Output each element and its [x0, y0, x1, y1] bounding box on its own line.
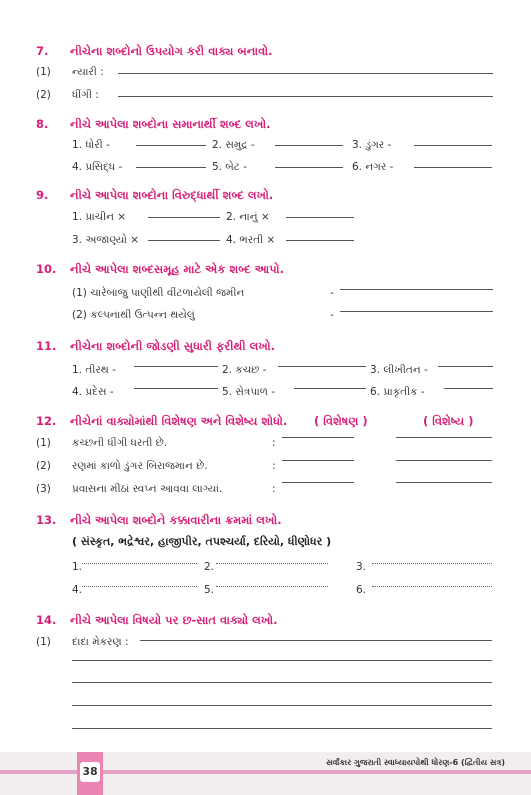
item-label: દાદા મેકરણ : [72, 636, 129, 648]
dash: - [330, 309, 334, 321]
answer-line[interactable] [294, 388, 366, 389]
answer-line[interactable] [278, 366, 366, 367]
item-label: 1. પ્રાચીન × [72, 211, 127, 223]
item-label: 1. ધોરી - [72, 139, 110, 151]
answer-line[interactable] [134, 388, 218, 389]
answer-line[interactable] [72, 682, 492, 683]
question-title: નીચે આપેલા વિષયો પર છ-સાત વાક્યો લખો. [70, 613, 278, 627]
answer-line[interactable] [136, 145, 206, 146]
item-label: 2. નાનું × [226, 211, 270, 223]
page-number: 38 [80, 762, 100, 782]
answer-line[interactable] [82, 586, 197, 587]
page-number-tab [77, 752, 103, 795]
answer-line[interactable] [414, 145, 492, 146]
question-14-heading [36, 613, 278, 629]
colon: : [272, 460, 276, 472]
item-label: 1. તીરથ - [72, 364, 116, 376]
question-number: 11. [36, 339, 57, 353]
answer-line[interactable] [140, 640, 492, 641]
question-12-heading [36, 414, 287, 430]
question-10-heading [36, 262, 284, 278]
answer-line[interactable] [396, 460, 492, 461]
answer-line[interactable] [282, 460, 354, 461]
item-label: 2. કચછ - [222, 364, 267, 376]
answer-line[interactable] [136, 167, 206, 168]
question-9-heading [36, 188, 273, 204]
question-13-heading [36, 513, 282, 529]
item-index: (1) [36, 66, 51, 78]
item-number: 2. [204, 561, 215, 573]
answer-line[interactable] [275, 167, 343, 168]
item-label: 4. ભરતી × [226, 234, 276, 246]
item-label: પ્રવાસના મીઠાં સ્વપ્ન આવવા લાગ્યાં. [72, 483, 223, 495]
colon: : [272, 483, 276, 495]
question-number: 14. [36, 613, 57, 627]
question-number: 7. [36, 44, 49, 58]
question-title: નીચેના શબ્દોનો ઉપયોગ કરી વાક્ય બનાવો. [70, 44, 273, 58]
item-label: 5. સેત્રપાળ - [222, 386, 276, 398]
answer-line[interactable] [282, 482, 354, 483]
answer-line[interactable] [72, 705, 492, 706]
answer-line[interactable] [72, 728, 492, 729]
item-label: કચ્છની ધીંગી ધરતી છે. [72, 437, 168, 449]
answer-line[interactable] [414, 167, 492, 168]
item-label: 3. ડુંગર - [352, 139, 392, 151]
question-number: 12. [36, 414, 57, 428]
question-title: નીચેના શબ્દોની જોડણી સુધારી ફરીથી લખો. [70, 339, 276, 353]
answer-line[interactable] [118, 73, 493, 74]
answer-line[interactable] [216, 563, 328, 564]
item-index: (1) [36, 437, 51, 449]
question-number: 13. [36, 513, 57, 527]
colon: : [272, 437, 276, 449]
question-number: 9. [36, 188, 49, 202]
answer-line[interactable] [282, 437, 354, 438]
item-label: 3. અજાણ્યો × [72, 234, 140, 246]
column-heading-noun: ( વિશેષ્ય ) [423, 414, 474, 428]
item-label: 6. નગર - [352, 161, 394, 173]
answer-line[interactable] [438, 366, 493, 367]
answer-line[interactable] [340, 289, 493, 290]
item-index: (2) [36, 89, 51, 101]
question-8-heading [36, 117, 271, 133]
item-label: 5. બેટ - [212, 161, 248, 173]
question-title: નીચે આપેલા શબ્દસમૂહ માટે એક શબ્દ આપો. [70, 262, 284, 276]
question-title: નીચે આપેલા શબ્દોના વિરુદ્ધાર્થી શબ્દ લખો. [70, 188, 274, 202]
question-number: 8. [36, 117, 49, 131]
item-label: 3. લીખીતન - [370, 364, 428, 376]
answer-line[interactable] [148, 240, 220, 241]
item-index: (1) [36, 636, 51, 648]
answer-line[interactable] [396, 437, 492, 438]
item-label: (1) ચારેબાજુ પાણીથી વીંટળાયેલી જમીન [72, 287, 245, 299]
item-label: (2) કલ્પનાથી ઉત્પન્ન થયેલું [72, 309, 195, 321]
item-index: (3) [36, 483, 51, 495]
answer-line[interactable] [275, 145, 343, 146]
answer-line[interactable] [216, 586, 328, 587]
question-7-heading [36, 44, 273, 60]
answer-line[interactable] [286, 217, 354, 218]
answer-line[interactable] [148, 217, 220, 218]
answer-line[interactable] [118, 96, 493, 97]
column-heading-adjective: ( વિશેષણ ) [314, 414, 368, 428]
answer-line[interactable] [82, 563, 197, 564]
item-label: 2. સમુદ્ર - [212, 139, 255, 151]
item-number: 1. [72, 561, 83, 573]
question-11-heading [36, 339, 275, 355]
answer-line[interactable] [444, 388, 493, 389]
item-number: 6. [356, 584, 367, 596]
item-label: 4. પ્રસિદ્ધ - [72, 161, 123, 173]
answer-line[interactable] [372, 586, 492, 587]
item-number: 3. [356, 561, 367, 573]
answer-line[interactable] [340, 311, 493, 312]
item-label: 4. પ્રદેસ - [72, 386, 114, 398]
item-label: રણમાં કાળો ડુંગર બિરાજમાન છે. [72, 460, 208, 472]
item-label: ધીંગી : [72, 89, 99, 101]
answer-line[interactable] [72, 660, 492, 661]
item-number: 5. [204, 584, 215, 596]
question-title: નીચે આપેલા શબ્દોના સમાનાર્થી શબ્દ લખો. [70, 117, 271, 131]
question-number: 10. [36, 262, 57, 276]
answer-line[interactable] [134, 366, 218, 367]
question-title: નીચેનાં વાક્યોમાંથી વિશેષણ અને વિશેષ્ય શોધો. [70, 414, 288, 428]
answer-line[interactable] [396, 482, 492, 483]
item-label: 6. પ્રાકૃતીક - [370, 386, 425, 398]
item-label: ન્યારી : [72, 66, 104, 78]
item-number: 4. [72, 584, 83, 596]
book-title: સર્વાંકાર ગુજરાતી સ્વાધ્યાયપોથી ધોરણ-6 (દ્વિતીય સત્ર) [326, 758, 505, 767]
answer-line[interactable] [286, 240, 354, 241]
question-title: નીચે આપેલા શબ્દોને કક્કાવારીના ક્રમમાં લખો. [70, 513, 282, 527]
item-index: (2) [36, 460, 51, 472]
dash: - [330, 287, 334, 299]
word-list: ( સંસ્કૃત, ભદ્રેશ્વર, હાજીપીર, તપશ્ચર્યા, દરિયો, ધીણોધર ) [72, 535, 332, 548]
answer-line[interactable] [372, 563, 492, 564]
